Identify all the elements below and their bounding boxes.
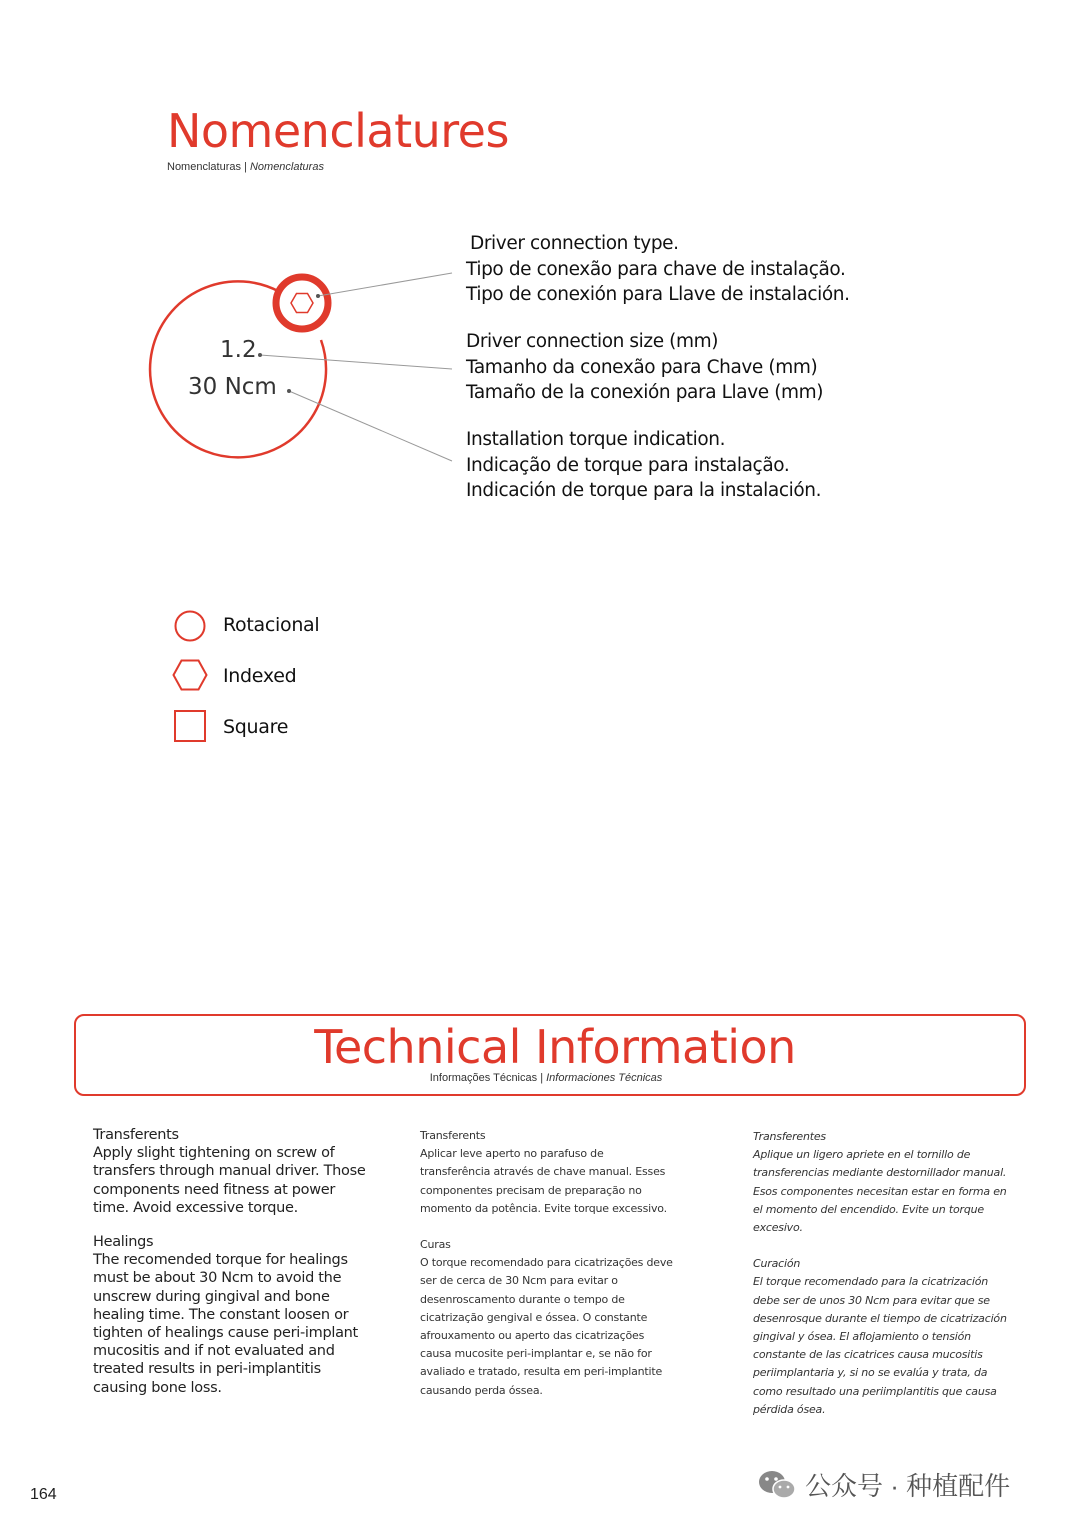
desc-line: Tamaño de la conexión para Llave (mm) [466,382,824,403]
subtitle-separator: | [244,161,247,173]
description-connection-size [466,329,823,406]
transfer-heading: Transferents [93,1127,179,1143]
transfer-text: Aplique un ligero apriete en el tornillo de transferencias mediante destornillador manual. Esos componentes necesitan estar en forma en el momento del encendido. Evite un torque excesivo. [753,1148,1007,1235]
implant-circle [150,281,326,457]
tech-info-subtitle [0,1072,1080,1084]
desc-line: Indicación de torque para la instalación. [466,480,822,501]
tech-subtitle-pt: Informações Técnicas [429,1072,538,1084]
subtitle-es: Nomenclaturas [249,161,324,173]
desc-line: Installation torque indication. [466,429,726,450]
tech-subtitle-separator: | [540,1072,544,1084]
legend-label-rotacional: Rotacional [223,614,320,636]
desc-line: Driver connection size (mm) [466,331,719,352]
column-english [93,1126,368,1413]
description-connection-type [466,231,850,308]
hexagon-connection-icon [291,294,313,313]
transfer-text: Apply slight tightening on screw of transfers through manual driver. Those components need fitness at power time. Avoid excessive torque. [93,1145,366,1216]
watermark [757,1466,1010,1503]
healing-text: El torque recomendado para la cicatrización debe ser de unos 30 Ncm para evitar que se desenrosque durante el tiempo de cicatrización gingival y ósea. El aflojamiento o tensión constante de las cicatrices causa mucositis periimplantaria y, si no se evalúa y trata, da como resultado una periimplantitis que causa pérdida ósea. [753,1275,1007,1416]
connection-badge [276,277,328,329]
column-portuguese [420,1127,675,1416]
leader-dot-torque [287,389,291,393]
tech-info-title: Technical Information [314,1020,796,1074]
desc-line: Indicação de torque para instalação. [466,454,790,476]
wechat-icon [757,1468,797,1502]
transfer-heading: Transferentes [753,1130,826,1143]
watermark-text: 公众号 · 种植配件 [805,1471,1011,1501]
healing-text: O torque recomendado para cicatrizações deve ser de cerca de 30 Ncm para evitar o desenroscamento durante o tempo de cicatrização gengival e óssea. O constante afrouxamento ou aperto das cicatrizações causa mucosite peri-implantar e, se não for avaliado e tratado, resulta em peri-implantite causando perda óssea. [420,1256,673,1397]
legend-label-square: Square [223,716,289,738]
transfer-heading: Transferents [420,1129,486,1142]
transfer-text: Aplicar leve aperto no parafuso de transferência através de chave manual. Esses componentes precisam de preparação no momento da potência. Evite torque excessivo. [420,1147,667,1215]
page-number: 164 [30,1486,57,1503]
healing-heading: Healings [93,1234,154,1251]
tech-subtitle-es: Informaciones Técnicas [546,1072,663,1084]
leader-line-type [318,273,452,296]
leader-dot-type [316,294,320,298]
size-label: 1.2 [220,337,257,363]
hexagon-icon [172,659,208,693]
page-title: Nomenclatures [167,104,509,158]
desc-line: Tipo de conexión para Llave de instalación. [466,284,850,305]
leader-line-torque [289,391,452,461]
subtitle-pt: Nomenclaturas [167,161,241,173]
description-torque [466,427,821,504]
column-spanish [753,1128,1013,1435]
desc-line: Driver connection type. [470,233,679,254]
desc-line: Tamanho da conexão para Chave (mm) [466,356,818,378]
healing-text: The recomended torque for healings must be about 30 Ncm to avoid the unscrew during gingival and bone healing time. The constant loosen or tighten of healings cause peri-implant mucositis and if not evaluated and treated results in peri-implantitis causing bone loss. [93,1252,358,1396]
circle-icon [172,610,208,642]
desc-line: Tipo de conexão para chave de instalação. [466,258,846,280]
leader-line-size [260,355,452,369]
healing-heading: Curas [420,1238,451,1252]
healing-heading: Curación [753,1257,801,1271]
leader-dot-size [258,353,262,357]
torque-label: 30 Ncm [188,374,277,400]
legend-label-indexed: Indexed [223,665,297,687]
square-icon [172,709,208,743]
